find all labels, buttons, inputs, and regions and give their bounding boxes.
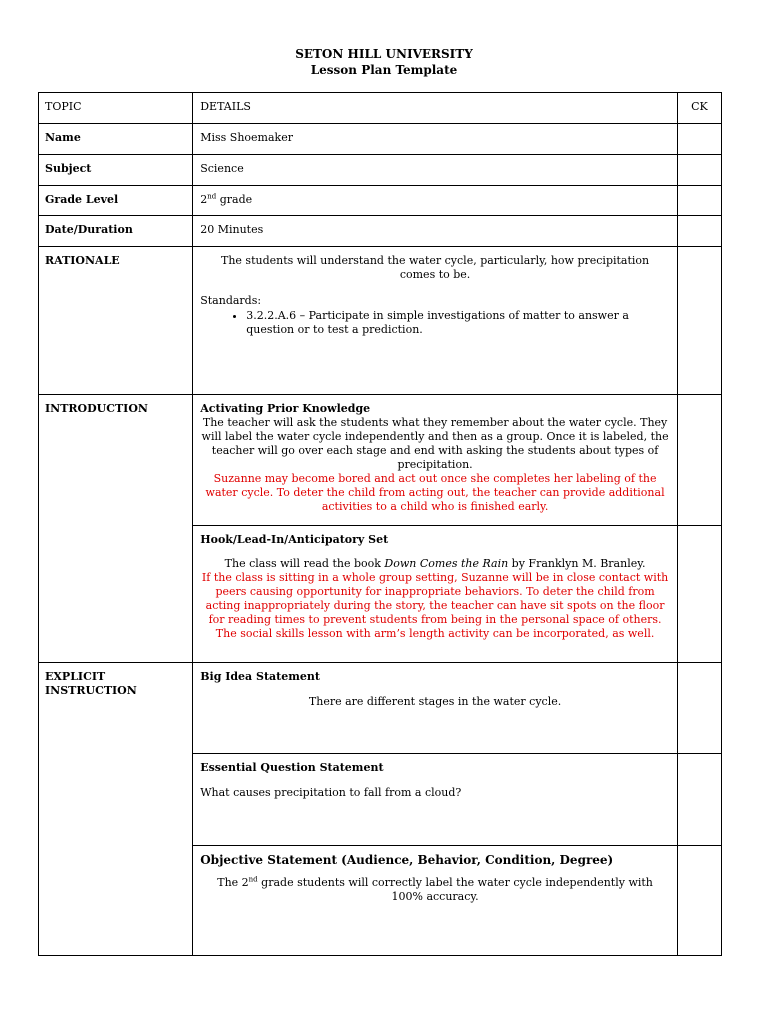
rationale-ck bbox=[677, 247, 721, 395]
name-row bbox=[39, 124, 722, 155]
objective-text-start: The 2 bbox=[217, 876, 249, 889]
essential-question-title: Essential Question Statement bbox=[200, 761, 384, 774]
hook-note: If the class is sitting in a whole group setting, Suzanne will be in close contact with peers causing opportunity for inappropriate behaviors. To deter the child from acting inappropriately during the story, the teacher can have sit spots on the floor for reading times to prevent students from being in the personal space of others. The social skills lesson with arm’s length activity can be incorporated, as well. bbox=[201, 571, 669, 640]
hook-text bbox=[200, 557, 670, 571]
grade-suffix: nd bbox=[207, 192, 217, 201]
big-idea-text: There are different stages in the water cycle. bbox=[308, 695, 562, 708]
date-row bbox=[39, 216, 722, 247]
prior-knowledge-text: The teacher will ask the students what they remember about the water cycle. They will label the water cycle independently and then as a group. Once it is labeled, the teacher will go over each stage and end with asking the students about types of precipitation. bbox=[201, 416, 669, 471]
lesson-plan-table bbox=[38, 92, 722, 956]
hook-text-start: The class will read the book bbox=[224, 557, 385, 570]
name-value: Miss Shoemaker bbox=[200, 131, 293, 144]
hook-text-end: by Franklyn M. Branley. bbox=[508, 557, 646, 570]
hook-ck bbox=[677, 526, 721, 663]
essential-question-text: What causes precipitation to fall from a cloud? bbox=[200, 786, 462, 799]
document-header bbox=[0, 46, 768, 78]
rationale-row bbox=[39, 247, 722, 395]
topic-header: TOPIC bbox=[45, 100, 82, 113]
hook-title: Hook/Lead-In/Anticipatory Set bbox=[200, 533, 389, 546]
objective-suffix: nd bbox=[248, 875, 258, 884]
date-ck bbox=[677, 216, 721, 247]
grade-label: Grade Level bbox=[45, 193, 119, 206]
essential-question-ck bbox=[677, 754, 721, 846]
prior-knowledge-title: Activating Prior Knowledge bbox=[200, 402, 371, 415]
name-label: Name bbox=[45, 131, 81, 144]
objective-title: Objective Statement (Audience, Behavior, Condition, Degree) bbox=[200, 853, 614, 867]
grade-value bbox=[193, 186, 677, 207]
introduction-label: INTRODUCTION bbox=[45, 402, 148, 415]
grade-word: grade bbox=[216, 193, 253, 206]
template-title: Lesson Plan Template bbox=[310, 63, 458, 77]
objective-ck bbox=[677, 846, 721, 956]
subject-value: Science bbox=[200, 162, 244, 175]
name-ck bbox=[677, 124, 721, 155]
prior-ck bbox=[677, 395, 721, 526]
subject-label: Subject bbox=[45, 162, 92, 175]
prior-knowledge-note: Suzanne may become bored and act out once she completes her labeling of the water cycle. To deter the child from acting out, the teacher can provide additional activities to a child who is finished early. bbox=[205, 472, 665, 513]
subject-ck bbox=[677, 155, 721, 186]
university-title: SETON HILL UNIVERSITY bbox=[295, 47, 473, 61]
date-value: 20 Minutes bbox=[200, 223, 264, 236]
grade-number: 2 bbox=[200, 193, 208, 206]
ck-header: CK bbox=[691, 100, 708, 113]
big-idea-title: Big Idea Statement bbox=[200, 670, 320, 683]
standards-list bbox=[200, 309, 670, 337]
big-idea-ck bbox=[677, 663, 721, 754]
grade-row bbox=[39, 186, 722, 216]
date-label: Date/Duration bbox=[45, 223, 133, 236]
rationale-text: The students will understand the water cycle, particularly, how precipitation comes to be. bbox=[221, 254, 650, 281]
grade-ck bbox=[677, 186, 721, 216]
standard-item: • 3.2.2.A.6 – Participate in simple investigations of matter to answer a question or to test a prediction. bbox=[246, 309, 670, 337]
explicit-instruction-label: EXPLICIT INSTRUCTION bbox=[45, 670, 137, 697]
standards-label: Standards: bbox=[200, 294, 262, 307]
header-row bbox=[39, 93, 722, 124]
subject-row bbox=[39, 155, 722, 186]
explicit-row-big-idea bbox=[39, 663, 722, 754]
details-header: DETAILS bbox=[200, 100, 251, 113]
introduction-row-prior bbox=[39, 395, 722, 526]
book-title: Down Comes the Rain bbox=[384, 557, 509, 570]
rationale-label: RATIONALE bbox=[45, 254, 120, 267]
objective-text-end: grade students will correctly label the water cycle independently with 100% accuracy. bbox=[257, 876, 653, 903]
objective-text bbox=[200, 876, 670, 904]
